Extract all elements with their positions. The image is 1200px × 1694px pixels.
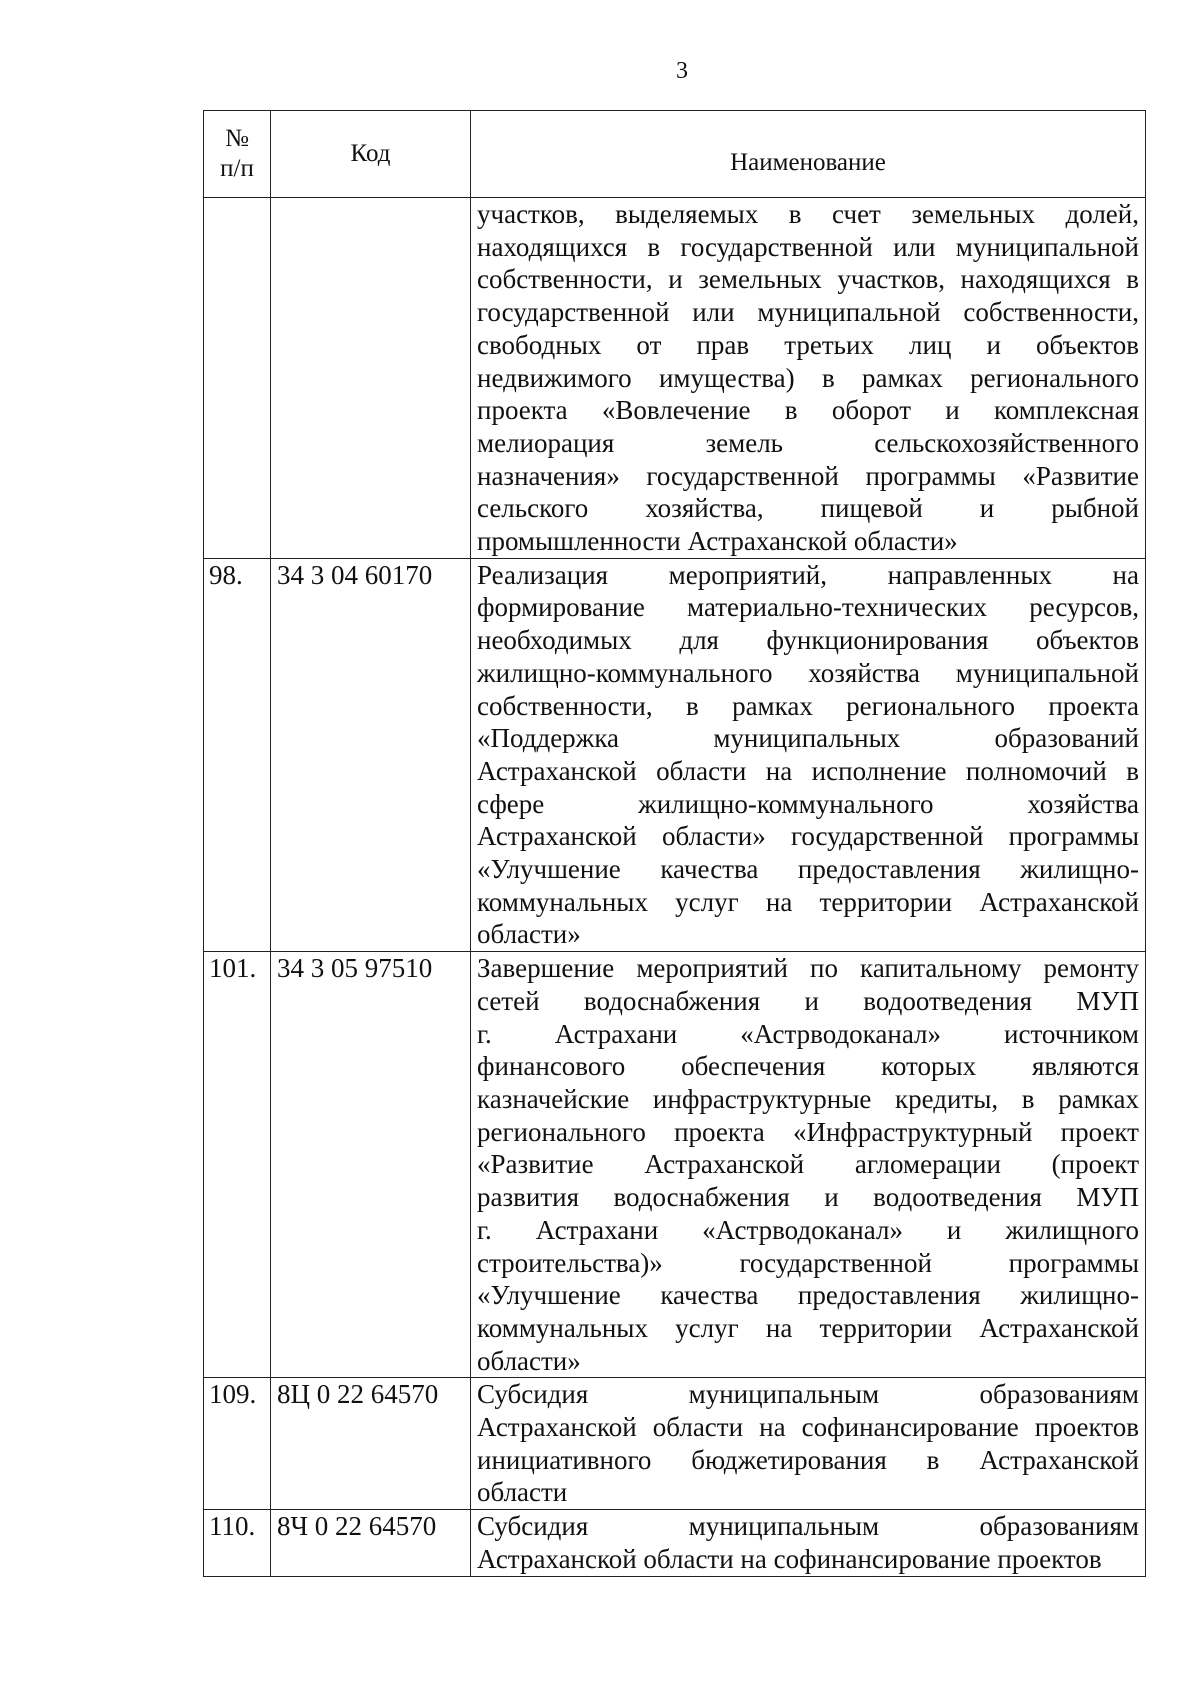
name-line: необходимых для функционирования объектов [477,625,1139,656]
row-number [204,198,271,559]
table-row [204,1378,1146,1510]
name-line: коммунальных услуг на территории Астраханской [477,886,1139,917]
name-line: сетей водоснабжения и водоотведения МУП [477,985,1139,1016]
name-line: недвижимого имущества) в рамках регионального [477,362,1139,393]
row-code: 8Ч 0 22 64570 [271,1510,471,1576]
row-name [471,558,1146,951]
name-line: строительства)» государственной программы [477,1247,1139,1278]
table-row [204,1510,1146,1576]
row-number: 110. [204,1510,271,1576]
name-line: «Улучшение качества предоставления жилищно- [477,854,1139,885]
name-line: «Улучшение качества предоставления жилищно- [477,1280,1139,1311]
row-number: 109. [204,1378,271,1510]
name-line: Астраханской области на софинансирование проектов [477,1543,1102,1574]
row-code: 34 3 04 60170 [271,558,471,951]
name-line: регионального проекта «Инфраструктурный проект [477,1116,1139,1147]
row-number: 98. [204,558,271,951]
name-line: Завершение мероприятий по капитальному ремонту [477,953,1139,984]
name-line: Субсидия муниципальным образованиям [477,1511,1139,1542]
name-line: сельского хозяйства, пищевой и рыбной [477,493,1139,524]
name-line: казначейские инфраструктурные кредиты, в рамках [477,1083,1139,1114]
page-number: 3 [676,58,688,84]
row-name [471,198,1146,559]
name-line: проекта «Вовлечение в оборот и комплексная [477,395,1139,426]
name-line: назначения» государственной программы «Развитие [477,460,1139,491]
name-line: г. Астрахани «Астрводоканал» источником [477,1018,1139,1049]
name-line: сфере жилищно-коммунального хозяйства [477,788,1139,819]
header-name: Наименование [471,111,1146,198]
name-line: «Поддержка муниципальных образований [477,723,1139,754]
table-row [204,198,1146,559]
name-line: собственности, в рамках регионального проекта [477,690,1139,721]
name-line: Реализация мероприятий, направленных на [477,559,1139,590]
name-line: Астраханской области» государственной программы [477,821,1139,852]
name-line: области» [477,1345,581,1376]
name-line: участков, выделяемых в счет земельных долей, [477,199,1139,229]
table-row [204,952,1146,1378]
header-num [204,111,271,198]
row-code: 8Ц 0 22 64570 [271,1378,471,1510]
name-line: области [477,1477,568,1508]
codes-table [203,110,1146,1577]
table-row [204,558,1146,951]
row-number: 101. [204,952,271,1378]
name-line: коммунальных услуг на территории Астраханской [477,1312,1139,1343]
header-code: Код [271,111,471,198]
name-line: г. Астрахани «Астрводоканал» и жилищного [477,1214,1139,1245]
name-line: государственной или муниципальной собственности, [477,297,1139,328]
name-line: Астраханской области на софинансирование проектов [477,1412,1139,1443]
table-header-row [204,111,1146,198]
name-line: развития водоснабжения и водоотведения МУП [477,1182,1139,1213]
name-line: области» [477,919,581,950]
header-num-line: п/п [220,155,254,182]
row-code [271,198,471,559]
row-name [471,952,1146,1378]
row-code: 34 3 05 97510 [271,952,471,1378]
row-name [471,1510,1146,1576]
name-line: собственности, и земельных участков, находящихся в [477,264,1139,295]
name-line: промышленности Астраханской области» [477,526,958,557]
name-line: «Развитие Астраханской агломерации (проект [477,1149,1139,1180]
name-line: Субсидия муниципальным образованиям [477,1379,1139,1410]
name-line: инициативного бюджетирования в Астраханской [477,1444,1139,1475]
name-line: находящихся в государственной или муниципальной [477,231,1139,262]
name-line: свободных от прав третьих лиц и объектов [477,329,1139,360]
name-line: жилищно-коммунального хозяйства муниципальной [477,657,1139,688]
name-line: мелиорация земель сельскохозяйственного [477,427,1139,458]
name-line: формирование материально-технических ресурсов, [477,592,1139,623]
name-line: финансового обеспечения которых являются [477,1051,1139,1082]
row-name [471,1378,1146,1510]
header-num-line: № [225,125,249,152]
name-line: Астраханской области на исполнение полномочий в [477,755,1139,786]
